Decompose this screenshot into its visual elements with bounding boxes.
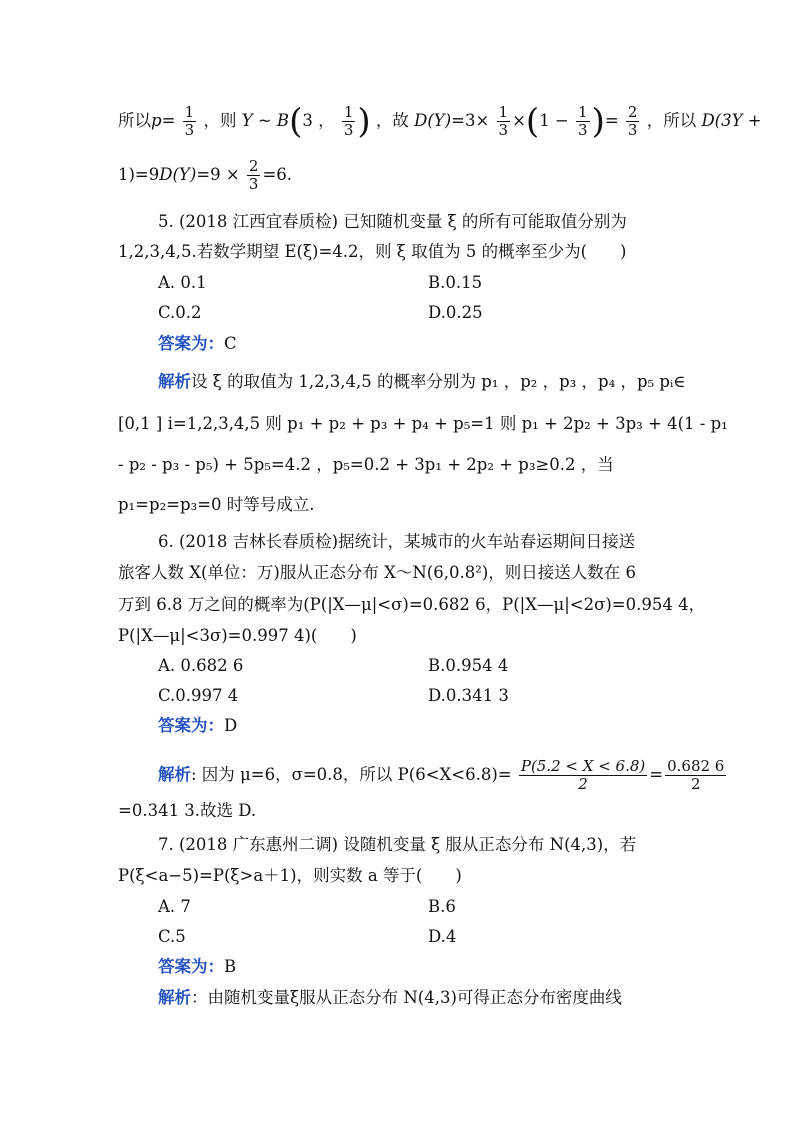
q6-option-d: D.0.341 3 <box>428 686 509 705</box>
numerator: 1 <box>578 103 588 121</box>
q7-option-a: A. 7 <box>158 897 191 916</box>
q7-option-b: B.6 <box>428 897 456 916</box>
answer-value: D <box>224 716 238 735</box>
q5-option-d: D.0.25 <box>428 303 483 322</box>
answer-label: 答案为： <box>158 716 224 735</box>
text: + <box>742 111 762 130</box>
numerator: 2 <box>248 157 259 175</box>
numerator: 1 <box>498 103 509 121</box>
q6-stem-line-1: 6. (2018 吉林长春质检)据统计，某城市的火车站春运期间日接送 <box>158 532 636 551</box>
text: = <box>604 111 619 130</box>
paren: ( <box>525 101 540 142</box>
q5-option-b: B.0.15 <box>428 273 483 292</box>
q6-analysis-line-2: =0.341 3.故选 D. <box>118 801 257 820</box>
q5-answer <box>158 334 237 354</box>
q5-analysis-line-1 <box>158 372 685 392</box>
fraction <box>576 104 590 139</box>
fraction <box>665 758 726 793</box>
fraction <box>247 158 261 193</box>
text: 3 ， <box>302 111 335 130</box>
text: p <box>151 111 162 130</box>
q7-stem-line-2: P(ξ<a−5)=P(ξ>a＋1)，则实数 a 等于( ) <box>118 866 462 885</box>
text: ，故 <box>375 111 415 130</box>
text: Y <box>241 111 253 130</box>
answer-value: B <box>224 957 237 976</box>
fraction <box>342 104 356 139</box>
analysis-label: 解析 <box>158 765 191 784</box>
q5-option-a: A. 0.1 <box>158 273 207 292</box>
text: : 因为 μ=6，σ=0.8，所以 P(6<X<6.8)= <box>191 765 512 784</box>
fraction <box>497 104 511 139</box>
fraction <box>626 104 640 139</box>
text: =3× <box>451 111 490 130</box>
q6-analysis-line-1 <box>158 758 728 793</box>
fraction <box>183 104 197 139</box>
text: D(3Y <box>701 111 743 130</box>
q5-stem-line-1: 5. (2018 江西宜春质检) 已知随机变量 ξ 的所有可能取值分别为 <box>158 212 627 231</box>
paren: ) <box>357 101 371 142</box>
text: × <box>512 111 526 130</box>
answer-value: C <box>224 334 237 353</box>
q5-analysis-line-3: - p₂ - p₃ - p₅) + 5p₅=4.2 ，p₅=0.2 + 3p₁ + 2p₂ + p₃≥0.2 ，当 <box>118 455 614 474</box>
numerator: P(5.2 < X < 6.8) <box>520 757 646 775</box>
answer-label: 答案为： <box>158 334 224 353</box>
paren: ) <box>591 101 605 142</box>
q6-stem-line-4: P(|X—μ|<3σ)=0.997 4)( ) <box>118 626 357 645</box>
text: 设 ξ 的取值为 1,2,3,4,5 的概率分别为 p₁ ，p₂ ，p₃ ，p₄ ，p₅ pᵢ∈ <box>191 372 686 391</box>
denominator: 3 <box>578 121 588 139</box>
carry-line-2 <box>118 158 292 193</box>
text: 1 − <box>539 111 569 130</box>
q7-option-c: C.5 <box>158 927 186 946</box>
q7-option-d: D.4 <box>428 927 457 946</box>
text: B <box>276 111 290 130</box>
denominator: 2 <box>690 775 701 793</box>
paren: ( <box>289 101 303 142</box>
text: ~ <box>252 111 277 130</box>
q7-stem-line-1: 7. (2018 广东惠州二调) 设随机变量 ξ 服从正态分布 N(4,3)，若 <box>158 835 637 854</box>
text: =6. <box>262 165 293 184</box>
q6-answer <box>158 716 237 736</box>
q5-analysis-line-2: [0,1 ] i=1,2,3,4,5 则 p₁ + p₂ + p₃ + p₄ + p₅=1 则 p₁ + 2p₂ + 3p₃ + 4(1 - p₁ <box>118 414 728 433</box>
text: D(Y) <box>159 165 197 184</box>
numerator: 0.682 6 <box>667 757 725 775</box>
q5-option-c: C.0.2 <box>158 303 202 322</box>
q6-stem-line-3: 万到 6.8 万之间的概率为(P(|X—μ|<σ)=0.682 6，P(|X—μ|<2σ)=0.954 4， <box>118 595 706 614</box>
q6-option-b: B.0.954 4 <box>428 656 509 675</box>
numerator: 2 <box>627 103 638 121</box>
numerator: 1 <box>343 103 354 121</box>
denominator: 2 <box>578 775 588 793</box>
analysis-label: 解析 <box>158 988 191 1007</box>
denominator: 3 <box>184 121 195 139</box>
text: = <box>161 111 176 130</box>
q6-stem-line-2: 旅客人数 X(单位：万)服从正态分布 X～N(6,0.8²)，则日接送人数在 6 <box>118 563 637 582</box>
denominator: 3 <box>248 175 259 193</box>
text: 所以 <box>118 111 151 130</box>
answer-label: 答案为： <box>158 957 224 976</box>
text: ：由随机变量ξ服从正态分布 N(4,3)可得正态分布密度曲线 <box>191 988 622 1007</box>
denominator: 3 <box>498 121 509 139</box>
text: =9 × <box>196 165 240 184</box>
denominator: 3 <box>627 121 638 139</box>
text: 1)=9 <box>118 165 160 184</box>
q6-option-c: C.0.997 4 <box>158 686 239 705</box>
q7-analysis-line-1 <box>158 988 622 1008</box>
q5-stem-line-2: 1,2,3,4,5.若数学期望 E(ξ)=4.2，则 ξ 取值为 5 的概率至少为( ) <box>118 242 627 261</box>
analysis-label: 解析 <box>158 372 191 391</box>
text: D(Y) <box>414 111 452 130</box>
numerator: 1 <box>184 103 195 121</box>
text: ，所以 <box>646 111 702 130</box>
q7-answer <box>158 957 236 977</box>
q6-option-a: A. 0.682 6 <box>158 656 244 675</box>
fraction <box>519 758 647 793</box>
q5-analysis-line-4: p₁=p₂=p₃=0 时等号成立. <box>118 495 315 514</box>
text: ，则 <box>203 111 242 130</box>
text: = <box>649 765 664 784</box>
carry-line-1 <box>118 101 762 142</box>
denominator: 3 <box>343 121 354 139</box>
